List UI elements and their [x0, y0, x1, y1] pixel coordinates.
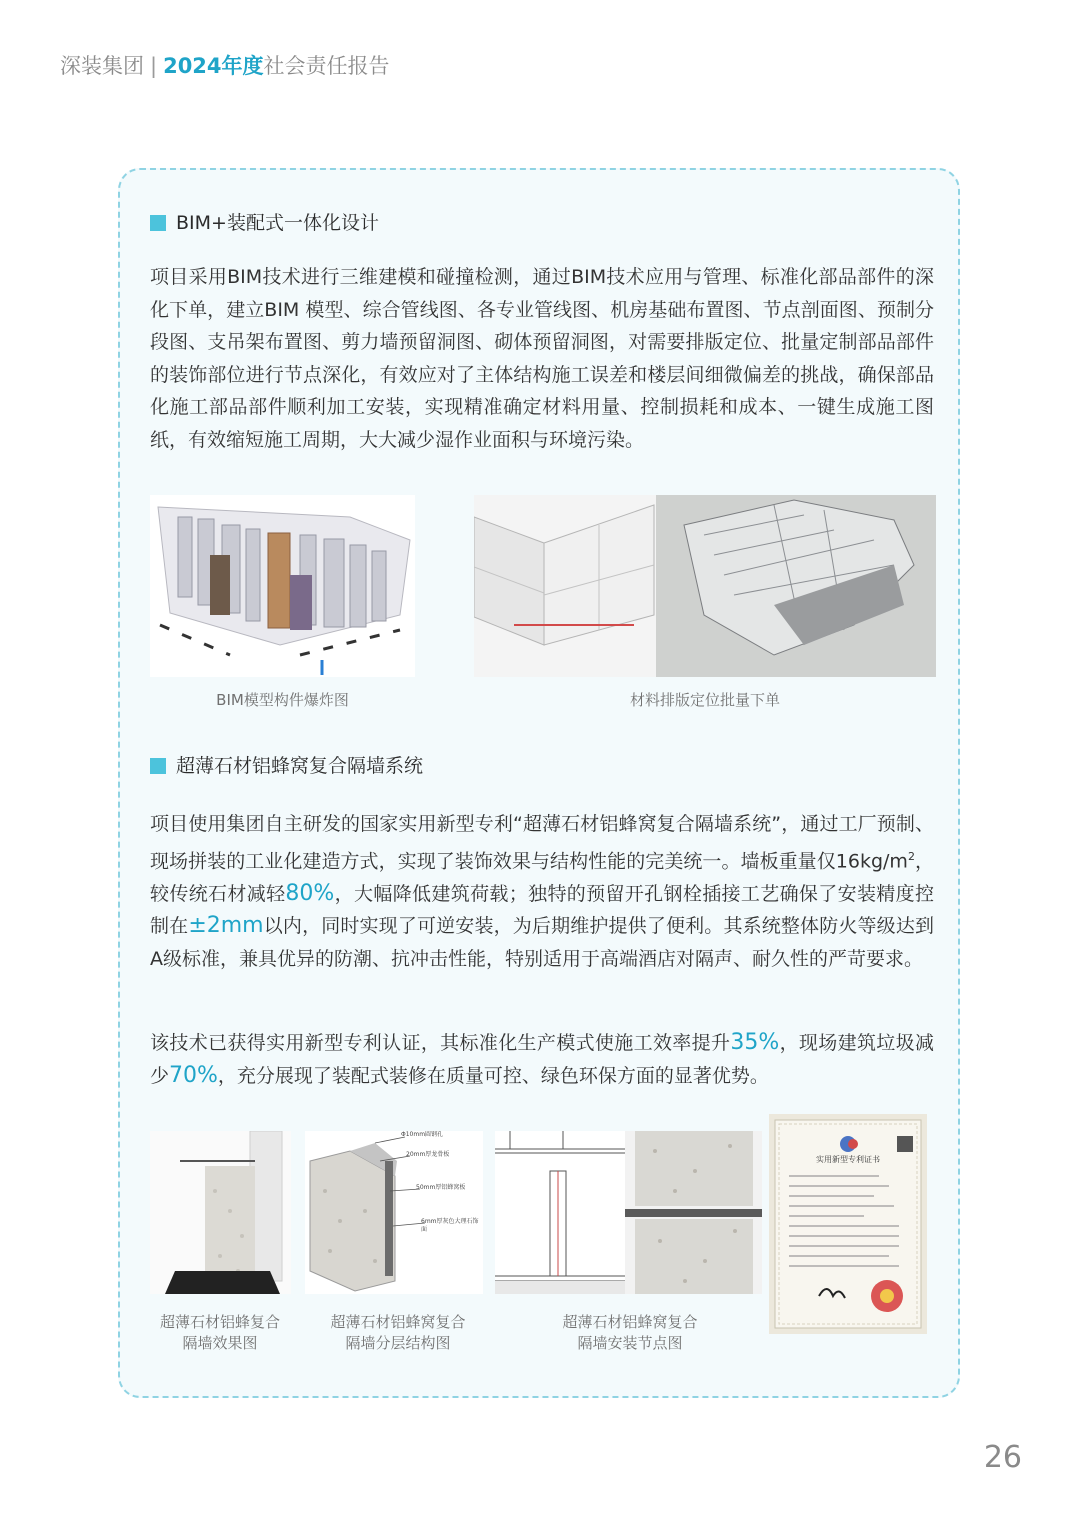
report-name: 社会责任报告: [263, 54, 390, 78]
highlight-80-percent: 80%: [285, 880, 335, 906]
layer-label: 20mm厚龙骨板: [406, 1151, 450, 1158]
figure-caption: 超薄石材铝蜂窝复合 隔墙分层结构图: [330, 1313, 466, 1352]
section-title-bim: BIM+装配式一体化设计: [150, 208, 379, 238]
bim-exploded-model-image: [150, 495, 415, 677]
partition-effect-image: [150, 1131, 291, 1294]
figure-caption: 超薄石材铝蜂窝复合 隔墙安装节点图: [562, 1313, 698, 1352]
figure-caption: BIM模型构件爆炸图: [216, 691, 349, 709]
section-title-partition: 超薄石材铝蜂窝复合隔墙系统: [150, 751, 423, 781]
figure-caption: 材料排版定位批量下单: [629, 691, 780, 709]
partition-installation-node-image: [495, 1131, 762, 1294]
figure-caption: 超薄石材铝蜂复合 隔墙效果图: [159, 1313, 280, 1352]
patent-certificate-image: [769, 1114, 927, 1334]
layer-label: 6mm厚灰色大理石饰面: [421, 1218, 479, 1233]
report-header: [60, 50, 390, 82]
report-year: 2024年度: [163, 54, 264, 78]
highlight-35-percent: 35%: [730, 1030, 780, 1055]
page-number: 26: [983, 1440, 1022, 1475]
partition-paragraph-1: 项目使用集团自主研发的国家实用新型专利“超薄石材铝蜂窝复合隔墙系统”，通过工厂预制、现场拼装的工业化建造方式，实现了装饰效果与结构性能的完美统一。墙板重量仅$16kg/m^2$，较传统石材减轻80%，大幅降低建筑荷载；独特的预留开孔钢栓插接工艺确保了安装精度控制在±2mm以内，同时实现了可逆安装，为后期维护提供了便利。其系统整体防火等级达到A级标准，兼具优异的防潮、抗冲击性能，特别适用于高端酒店对隔声、耐久性的严苛要求。: [150, 813, 934, 970]
square-bullet-icon: [150, 758, 166, 774]
partition-paragraph-2: 该技术已获得实用新型专利认证，其标准化生产模式使施工效率提升35%，现场建筑垃圾减少70%，充分展现了装配式装修在质量可控、绿色环保方面的显著优势。: [150, 1030, 934, 1088]
partition-layer-structure-image: [305, 1131, 483, 1294]
highlight-precision: ±2mm: [188, 913, 264, 939]
bim-paragraph: 项目采用BIM技术进行三维建模和碰撞检测，通过BIM技术应用与管理、标准化部品部件的深化下单，建立BIM 模型、综合管线图、各专业管线图、机房基础布置图、节点剖面图、预制分段图、支吊架布置图、剪力墙预留洞图、砌体预留洞图，对需要排版定位、批量定制部品部件的装饰部位进行节点深化，有效应对了主体结构施工误差和楼层间细微偏差的挑战，确保部品化施工部品部件顺利加工安装，实现精准确定材料用量、控制损耗和成本、一键生成施工图纸，有效缩短施工周期，大大减少湿作业面积与环境污染。: [150, 266, 934, 451]
company-name: 深装集团: [60, 54, 144, 78]
layer-label: Φ10mm圆钢孔: [401, 1131, 444, 1138]
header-separator: |: [150, 54, 158, 78]
highlight-70-percent: 70%: [169, 1062, 218, 1088]
certificate-title: 实用新型专利证书: [816, 1155, 880, 1164]
layer-label: 50mm厚铝蜂窝板: [416, 1184, 466, 1191]
material-layout-image: [474, 495, 936, 677]
square-bullet-icon: [150, 215, 166, 231]
